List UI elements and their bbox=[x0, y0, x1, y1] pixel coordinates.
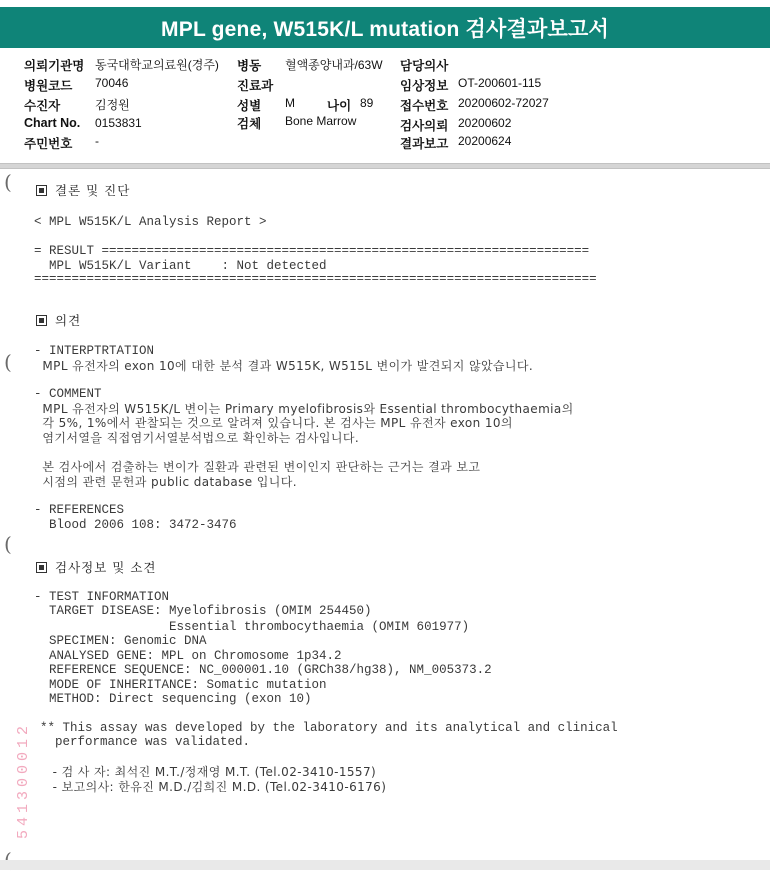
patient-label: 수진자 bbox=[24, 99, 61, 113]
report-title: MPL gene, W515K/L mutation 검사결과보고서 bbox=[0, 7, 770, 48]
tester-line: - 검 사 자: 최석진 M.T./정재영 M.T. (Tel.02-3410-1557) bbox=[40, 765, 377, 779]
ward-label: 병동 bbox=[237, 59, 262, 73]
interpretation-text: MPL 유전자의 exon 10에 대한 분석 결과 W515K, W515L 변이가 발견되지 않았습니다. bbox=[34, 359, 534, 373]
rrn-value: - bbox=[95, 134, 99, 148]
doctor-label: 담당의사 bbox=[400, 59, 449, 73]
binding-hole-mark: ( bbox=[4, 532, 12, 556]
square-bullet-icon bbox=[36, 562, 47, 573]
report-date-label: 결과보고 bbox=[400, 137, 449, 151]
comment-line: 시점의 관련 문헌과 public database 입니다. bbox=[34, 475, 297, 489]
receipt-no-value: 20200602-72027 bbox=[458, 96, 549, 110]
age-label: 나이 bbox=[327, 99, 352, 113]
section-test-info-title: 검사정보 및 소견 bbox=[55, 560, 157, 575]
hospital-code-label: 병원코드 bbox=[24, 79, 73, 93]
binding-hole-mark: ( bbox=[4, 170, 12, 194]
analysed-gene-line: ANALYSED GENE: MPL on Chromosome 1p34.2 bbox=[34, 649, 342, 663]
result-rule: =========================================================================== bbox=[34, 272, 597, 286]
report-date-value: 20200624 bbox=[458, 134, 512, 148]
reference-sequence-line: REFERENCE SEQUENCE: NC_000001.10 (GRCh38/hg38), NM_005373.2 bbox=[34, 663, 492, 677]
request-date-value: 20200602 bbox=[458, 116, 512, 130]
vertical-stamp-number: 541300012 bbox=[15, 722, 32, 840]
age-value: 89 bbox=[360, 96, 374, 110]
patient-value: 김정원 bbox=[95, 98, 130, 112]
reference-line: Blood 2006 108: 3472-3476 bbox=[34, 518, 237, 532]
department-label: 진료과 bbox=[237, 79, 274, 93]
bottom-border bbox=[0, 860, 770, 870]
square-bullet-icon bbox=[36, 315, 47, 326]
method-line: METHOD: Direct sequencing (exon 10) bbox=[34, 692, 312, 706]
comment-line: 각 5%, 1%에서 관찰되는 것으로 알려져 있습니다. 본 검사는 MPL 유전자 exon 10의 bbox=[34, 416, 513, 430]
specimen-label: 검체 bbox=[237, 117, 262, 131]
section-conclusion bbox=[36, 184, 130, 198]
patient-info-header bbox=[0, 52, 770, 162]
interpretation-header: - INTERPTRTATION bbox=[34, 344, 155, 358]
institution-label: 의뢰기관명 bbox=[24, 59, 85, 73]
result-line: MPL W515K/L Variant : Not detected bbox=[34, 259, 327, 273]
assay-note: performance was validated. bbox=[40, 735, 251, 749]
specimen-value: Bone Marrow bbox=[285, 114, 357, 128]
clinical-info-value: OT-200601-115 bbox=[458, 76, 542, 90]
analysis-title: < MPL W515K/L Analysis Report > bbox=[34, 215, 267, 229]
request-date-label: 검사의뢰 bbox=[400, 119, 449, 133]
receipt-no-label: 접수번호 bbox=[400, 99, 449, 113]
assay-note: ** This assay was developed by the laboratory and its analytical and clinical bbox=[40, 721, 618, 735]
square-bullet-icon bbox=[36, 185, 47, 196]
target-disease-line: TARGET DISEASE: Myelofibrosis (OMIM 254450) bbox=[34, 604, 372, 618]
reporter-line: - 보고의사: 한유진 M.D./김희진 M.D. (Tel.02-3410-6176) bbox=[40, 780, 387, 794]
section-test-info bbox=[36, 561, 156, 575]
section-opinion-title: 의견 bbox=[55, 313, 82, 328]
hospital-code-value: 70046 bbox=[95, 76, 129, 90]
sex-label: 성별 bbox=[237, 99, 262, 113]
chart-no-label: Chart No. bbox=[24, 116, 81, 130]
rrn-label: 주민번호 bbox=[24, 137, 73, 151]
report-body bbox=[0, 168, 770, 858]
specimen-line: SPECIMEN: Genomic DNA bbox=[34, 634, 207, 648]
references-header: - REFERENCES bbox=[34, 503, 125, 517]
chart-no-value: 0153831 bbox=[95, 116, 142, 130]
binding-hole-mark: ( bbox=[4, 350, 12, 374]
clinical-info-label: 임상정보 bbox=[400, 79, 449, 93]
comment-line: 본 검사에서 검출하는 변이가 질환과 관련된 변이인지 판단하는 근거는 결과 보고 bbox=[34, 460, 481, 474]
ward-value: 혈액종양내과/63W bbox=[285, 58, 383, 72]
section-conclusion-title: 결론 및 진단 bbox=[55, 183, 131, 198]
section-opinion bbox=[36, 314, 81, 328]
sex-value: M bbox=[285, 96, 295, 110]
comment-header: - COMMENT bbox=[34, 387, 102, 401]
comment-line: 염기서열을 직접염기서열분석법으로 확인하는 검사입니다. bbox=[34, 431, 360, 445]
result-header: = RESULT ================================================================= bbox=[34, 244, 590, 258]
target-disease-line: Essential thrombocythaemia (OMIM 601977) bbox=[34, 620, 470, 634]
test-info-header: - TEST INFORMATION bbox=[34, 590, 170, 604]
institution-value: 동국대학교의료원(경주) bbox=[95, 58, 219, 72]
inheritance-line: MODE OF INHERITANCE: Somatic mutation bbox=[34, 678, 327, 692]
comment-line: MPL 유전자의 W515K/L 변이는 Primary myelofibrosis와 Essential thrombocythaemia의 bbox=[34, 402, 574, 416]
